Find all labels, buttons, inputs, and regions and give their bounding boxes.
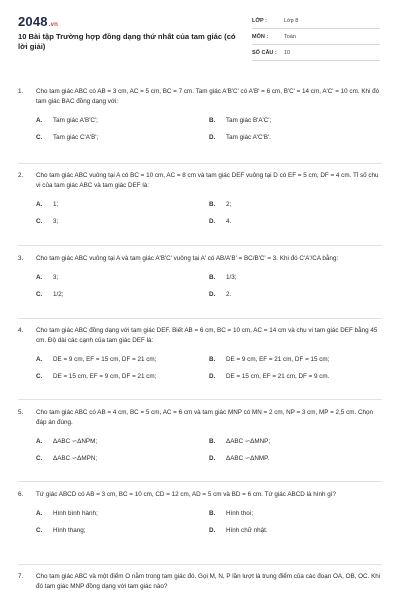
question-text: Tứ giác ABCD có AB = 3 cm, BC = 10 cm, CD = 12 cm, AD = 5 cm và BD = 6 cm. Tứ giác ABCD là hình gì? xyxy=(36,491,337,498)
option-c[interactable]: C. 1/2; xyxy=(36,291,64,299)
meta-label: SỐ CÂU : xyxy=(252,49,277,56)
option-c[interactable]: C. Tam giác C'A'B'; xyxy=(36,133,99,141)
option-c[interactable]: C. 3; xyxy=(36,217,59,225)
question-number: 5. xyxy=(18,409,24,416)
option-d[interactable]: D. Tam giác A'C'B'. xyxy=(209,133,271,141)
meta-row-grade xyxy=(252,13,380,29)
option-d[interactable]: D. ΔABC ∽ΔNMP. xyxy=(209,454,270,462)
meta-row-subject xyxy=(252,29,380,45)
question-number: 3. xyxy=(18,255,24,262)
option-b[interactable]: B. DE = 9 cm, EF = 21 cm, DF = 15 cm; xyxy=(209,355,330,363)
option-b[interactable]: B. ΔABC ∽ΔMNP; xyxy=(209,437,271,445)
question-number: 7. xyxy=(18,573,24,580)
option-c[interactable]: C. ΔABC ∽ΔMPN; xyxy=(36,454,98,462)
question-5 xyxy=(18,408,382,467)
divider xyxy=(18,399,382,400)
question-text: Cho tam giác ABC và một điểm O nằm trong tam giác đó. Gọi M, N, P lần lượt là trung điểm của các đoạn OA, OB, OC. Khi đó tam giác MNP đồng dạng với tam giác nào? xyxy=(36,573,381,590)
question-7 xyxy=(18,572,382,591)
meta-value: Lớp 8 xyxy=(284,17,299,24)
meta-value: Toán xyxy=(284,33,296,40)
question-text: Cho tam giác ABC đồng dạng với tam giác DEF. Biết AB = 6 cm, BC = 10 cm, AC = 14 cm và chu vi tam giác DEF bằng 45 cm. Độ dài các cạnh của tam giác DEF là: xyxy=(36,327,378,344)
question-text: Cho tam giác ABC có AB = 4 cm, BC = 5 cm, AC = 6 cm và tam giác MNP có MN = 2 cm, NP = 3 cm, MP = 2,5 cm. Chọn đáp án đúng. xyxy=(36,409,374,426)
question-number: 1. xyxy=(18,88,24,95)
meta-panel xyxy=(252,13,380,61)
question-text: Cho tam giác ABC vuông tại A và tam giác A'B'C' vuông tại A' có AB/A'B' = BC/B'C' = 3. Khi đó C'A'/CA bằng: xyxy=(36,255,339,262)
option-b[interactable]: B. Hình thoi; xyxy=(209,510,253,518)
meta-label: MÔN : xyxy=(252,33,269,40)
question-number: 6. xyxy=(18,491,24,498)
meta-value: 10 xyxy=(284,49,291,56)
divider xyxy=(18,245,382,246)
divider xyxy=(18,163,382,164)
question-4 xyxy=(18,326,382,385)
option-d[interactable]: D. 2. xyxy=(209,291,232,299)
question-text: Cho tam giác ABC có AB = 3 cm, AC = 5 cm, BC = 7 cm. Tam giác A'B'C' có A'B' = 6 cm, B'C' = 14 cm, A'C' = 10 cm. Khi đó tam giác BAC đồng dạng với: xyxy=(36,88,380,105)
option-d[interactable]: D. Hình chữ nhật. xyxy=(209,527,268,535)
option-b[interactable]: B. 2; xyxy=(209,200,232,208)
option-d[interactable]: D. DE = 15 cm, EF = 21 cm, DF = 9 cm. xyxy=(209,372,330,380)
option-a[interactable]: A. DE = 9 cm, EF = 15 cm, DF = 21 cm; xyxy=(36,355,157,363)
document-title: 10 Bài tập Trường hợp đồng dạng thứ nhất của tam giác (có lời giải) xyxy=(18,32,236,51)
option-a[interactable]: A. Tam giác A'B'C'; xyxy=(36,116,98,124)
option-a[interactable]: A. 1; xyxy=(36,200,59,208)
divider xyxy=(18,564,382,565)
site-logo[interactable]: 2048.vn xyxy=(18,14,59,29)
question-6 xyxy=(18,490,382,540)
option-c[interactable]: C. DE = 15 cm, EF = 9 cm, DF = 21 cm; xyxy=(36,372,157,380)
divider xyxy=(18,318,382,319)
question-number: 4. xyxy=(18,327,24,334)
question-2 xyxy=(18,171,382,230)
option-a[interactable]: A. ΔABC ∽ΔNPM; xyxy=(36,437,98,445)
option-c[interactable]: C. Hình thang; xyxy=(36,527,86,535)
meta-row-count xyxy=(252,45,380,61)
option-a[interactable]: A. Hình bình hành; xyxy=(36,510,98,518)
option-a[interactable]: A. 3; xyxy=(36,274,59,282)
option-d[interactable]: D. 4. xyxy=(209,217,232,225)
question-1 xyxy=(18,87,382,146)
option-b[interactable]: B. 1/3; xyxy=(209,274,237,282)
meta-label: LỚP : xyxy=(252,17,267,24)
question-text: Cho tam giác ABC vuông tại A có BC = 10 cm, AC = 8 cm và tam giác DEF vuông tại D có EF = 5 cm, DF = 4 cm. Tỉ số chu vi của tam giác ABC và tam giác DEF là: xyxy=(36,172,379,189)
divider xyxy=(18,481,382,482)
option-b[interactable]: B. Tam giác B'A'C'; xyxy=(209,116,272,124)
question-number: 2. xyxy=(18,172,24,179)
question-3 xyxy=(18,254,382,304)
